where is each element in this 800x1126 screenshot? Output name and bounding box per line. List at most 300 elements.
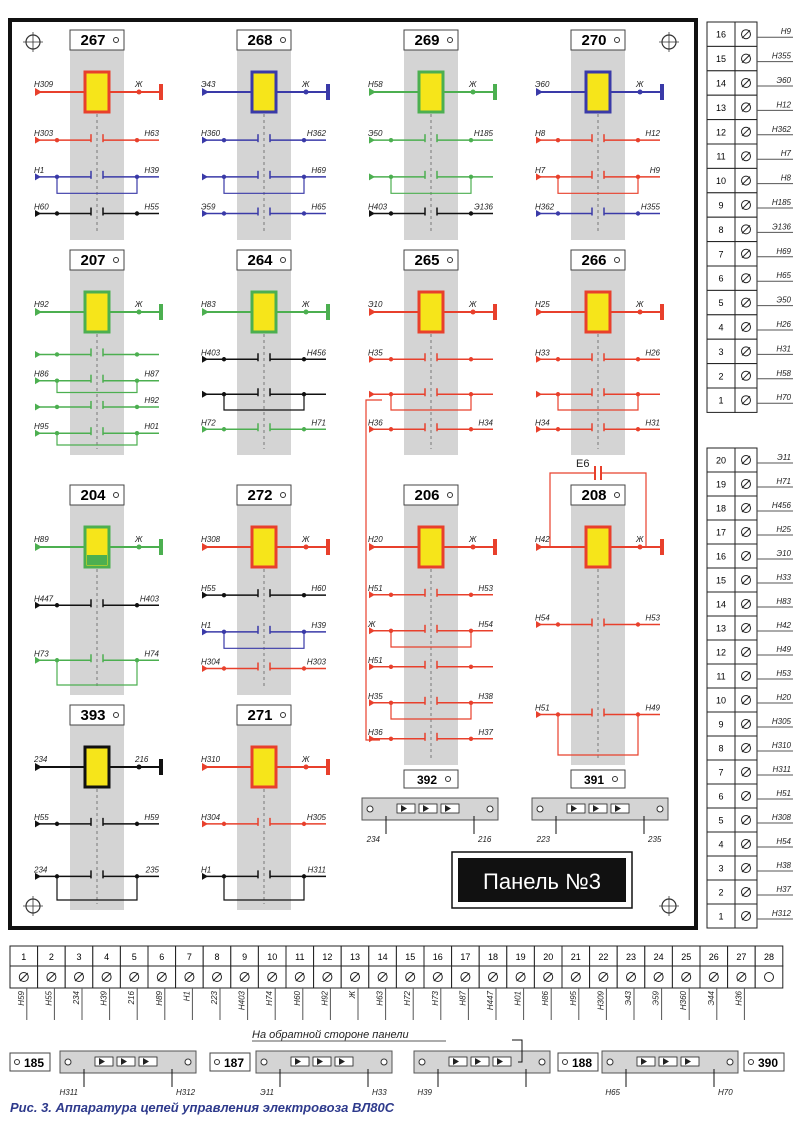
terminal-number: 1 (21, 952, 27, 962)
terminal-number: 5 (131, 952, 137, 962)
contact-right-label: Н9 (649, 165, 660, 175)
terminal-wire-label: Н456 (771, 501, 791, 510)
terminal-15 (707, 46, 793, 70)
junction-dot (556, 357, 560, 361)
terminal-wire-label: Н309 (596, 991, 606, 1011)
junction-dot (636, 211, 640, 215)
contact-right-label: Н65 (311, 202, 326, 212)
junction-dot (302, 357, 306, 361)
terminal-number: 12 (715, 127, 727, 138)
figure-caption: Рис. 3. Аппаратура цепей управления электровоза ВЛ80С (10, 1100, 395, 1115)
relay-coil (252, 292, 276, 332)
terminal-number: 10 (267, 952, 278, 962)
terminal-wire-label: Э59 (651, 991, 661, 1006)
terminal-bar-icon (326, 304, 330, 320)
terminal-13 (707, 95, 793, 119)
junction-dot (389, 211, 393, 215)
terminal-wire-label: Э43 (624, 991, 633, 1006)
diode-right-label: Н312 (176, 1088, 196, 1097)
terminal-1 (707, 388, 793, 412)
bottom-terminal-14 (369, 946, 397, 1020)
junction-dot (638, 90, 643, 95)
terminal-number: 17 (460, 952, 471, 962)
terminal-4 (707, 315, 793, 339)
bottom-terminal-5 (120, 946, 148, 1020)
terminal-wire-label: Н37 (776, 885, 791, 894)
contact-left-label: Н86 (34, 369, 49, 379)
bottom-terminal-18 (479, 946, 507, 1020)
coil-input-label: Н92 (34, 300, 49, 309)
relay-coil (586, 72, 610, 112)
diode-right-label: Н70 (718, 1088, 733, 1097)
junction-dot (137, 90, 142, 95)
panel-title-badge (452, 852, 632, 908)
terminal-number: 16 (715, 551, 727, 562)
contact-right-label: Н69 (311, 165, 326, 175)
terminal-bar-icon (159, 539, 163, 555)
relay-number: 206 (414, 487, 440, 504)
bottom-terminal-24 (645, 946, 673, 1020)
terminal-wire-label: Н59 (16, 991, 26, 1006)
terminal-wire-label: Н54 (776, 837, 791, 846)
terminal-wire-label: Э10 (776, 549, 791, 558)
contact-right-label: 235 (145, 865, 159, 875)
junction-dot (222, 427, 226, 431)
terminal-wire-label: Н70 (776, 393, 791, 403)
terminal-bar-icon (660, 84, 664, 100)
contact-left-label: Н36 (368, 727, 383, 737)
terminal-wire-label: Н310 (771, 741, 791, 750)
terminal-7 (707, 760, 793, 784)
terminal-number: 26 (708, 952, 719, 962)
terminal-wire-label: 234 (72, 991, 81, 1005)
terminal-number: 8 (214, 952, 220, 962)
terminal-number: 12 (715, 647, 727, 658)
junction-dot (222, 138, 226, 142)
terminal-number: 6 (718, 273, 724, 284)
junction-dot (55, 352, 59, 356)
bottom-terminal-1 (10, 946, 38, 1020)
junction-dot (55, 211, 59, 215)
junction-dot (389, 357, 393, 361)
capacitor-label: Е6 (576, 458, 590, 470)
terminal-wire-label: 223 (210, 991, 219, 1005)
terminal-strip-1 (707, 22, 793, 412)
coil-input-label: Н308 (201, 535, 221, 544)
terminal-17 (707, 520, 793, 544)
terminal-5 (707, 290, 793, 314)
contact-right-label: Н403 (139, 594, 159, 604)
junction-dot (302, 822, 306, 826)
bottom-terminal-6 (148, 946, 176, 1020)
relay-coil (85, 292, 109, 332)
terminal-number: 21 (570, 952, 581, 962)
terminal-bar-icon (159, 84, 163, 100)
terminal-number: 14 (377, 952, 388, 962)
terminal-number: 7 (186, 952, 192, 962)
terminal-14 (707, 71, 793, 95)
junction-dot (135, 405, 139, 409)
terminal-wire-label: Э50 (776, 295, 791, 305)
terminal-6 (707, 784, 793, 808)
relay-number: 207 (80, 252, 106, 269)
bottom-terminal-28 (755, 946, 783, 988)
contact-left-label: Н54 (535, 613, 550, 623)
coil-output-label: Ж (135, 300, 143, 309)
contact-left-label: Н35 (368, 348, 383, 358)
contact-left-label: Н304 (201, 657, 221, 667)
bottom-terminal-3 (65, 946, 93, 1020)
terminal-wire-label: Н1 (182, 991, 192, 1002)
terminal-strip-2 (707, 448, 793, 928)
contact-right-label: Э136 (474, 202, 493, 212)
junction-dot (556, 138, 560, 142)
terminal-3 (707, 856, 793, 880)
coil-output-label: Ж (469, 80, 477, 89)
contact-left-label: Н7 (535, 165, 546, 175)
contact-left-label: Н447 (34, 594, 54, 604)
terminal-number: 19 (515, 952, 526, 962)
bottom-terminal-2 (38, 946, 66, 1020)
junction-dot (469, 211, 473, 215)
junction-dot (469, 593, 473, 597)
back-number: 185 (23, 1056, 45, 1070)
contact-left-label: Н8 (535, 129, 546, 139)
terminal-number: 1 (718, 395, 724, 406)
contact-left-label: Н403 (368, 202, 388, 212)
coil-output-label: Ж (135, 80, 143, 89)
coil-output-label: Ж (302, 535, 310, 544)
terminal-number: 10 (715, 176, 727, 187)
contact-left-label: Н360 (201, 129, 221, 139)
contact-left-label: Э50 (368, 129, 383, 139)
terminal-wire-label: Н308 (771, 813, 791, 822)
terminal-number: 2 (718, 887, 724, 898)
terminal-10 (707, 168, 793, 192)
mount-hole-icon (727, 1059, 733, 1065)
relay-coil (586, 527, 610, 567)
terminal-wire-label: Н65 (776, 271, 791, 281)
bottom-terminal-9 (231, 946, 259, 1020)
terminal-number: 3 (76, 952, 82, 962)
junction-dot (469, 427, 473, 431)
coil-output-label: Ж (469, 535, 477, 544)
terminal-5 (707, 808, 793, 832)
junction-dot (55, 405, 59, 409)
terminal-number: 20 (715, 455, 727, 466)
junction-dot (471, 90, 476, 95)
junction-dot (469, 737, 473, 741)
diode-left-label: Н39 (417, 1088, 432, 1097)
terminal-4 (707, 832, 793, 856)
bottom-terminal-11 (286, 946, 314, 1020)
junction-dot (636, 357, 640, 361)
junction-dot (55, 603, 59, 607)
terminal-wire-label: Н9 (780, 27, 791, 37)
junction-dot (55, 138, 59, 142)
mount-hole-icon (185, 1059, 191, 1065)
terminal-number: 6 (159, 952, 165, 962)
terminal-8 (707, 736, 793, 760)
bottom-terminal-20 (534, 946, 562, 1020)
mount-hole-icon (487, 806, 493, 812)
bottom-terminal-25 (672, 946, 700, 1020)
contact-right-label: Н54 (478, 619, 493, 629)
contact-left-label: Н1 (201, 620, 212, 630)
back-side-note: На обратной стороне панели (252, 1029, 409, 1041)
junction-dot (638, 310, 643, 315)
junction-dot (304, 310, 309, 315)
junction-dot (469, 665, 473, 669)
contact-left-label: Н51 (368, 655, 383, 665)
contact-left-label: Н95 (34, 422, 49, 432)
junction-dot (636, 622, 640, 626)
terminal-13 (707, 616, 793, 640)
junction-dot (556, 427, 560, 431)
diode-right-label: 235 (648, 835, 662, 844)
terminal-number: 11 (716, 671, 726, 682)
terminal-number: 14 (715, 599, 727, 610)
terminal-number: 8 (718, 743, 724, 754)
terminal-wire-label: 216 (127, 991, 137, 1005)
contact-left-label: Ж (368, 619, 376, 629)
terminal-number: 23 (625, 952, 637, 962)
contact-right-label: Н12 (645, 129, 660, 139)
contact-left-label: Н362 (535, 202, 555, 212)
contact-left-label: Н35 (368, 691, 383, 701)
terminal-wire-label: Н89 (154, 991, 164, 1006)
terminal-wire-label: Э44 (706, 991, 716, 1006)
coil-output-label: 216 (135, 755, 149, 764)
terminal-bar-icon (493, 304, 497, 320)
diode-number: 391 (583, 773, 605, 787)
relay-coil (419, 72, 443, 112)
contact-left-label: Н403 (201, 348, 221, 358)
terminal-number: 6 (718, 791, 724, 802)
relay-coil (85, 72, 109, 112)
bottom-terminal-16 (424, 946, 452, 1020)
contact-right-label: Н53 (645, 613, 660, 623)
mount-hole-icon (537, 806, 543, 812)
terminal-12 (707, 640, 793, 664)
junction-dot (469, 138, 473, 142)
junction-dot (556, 622, 560, 626)
junction-dot (636, 427, 640, 431)
contact-left-label: Н60 (34, 202, 49, 212)
terminal-2 (707, 880, 793, 904)
junction-dot (638, 545, 643, 550)
bottom-terminal-21 (562, 946, 590, 1020)
junction-dot (636, 138, 640, 142)
relay-number: 204 (80, 487, 106, 504)
terminal-wire-label: Н69 (776, 246, 791, 256)
bottom-terminal-15 (396, 946, 424, 1020)
terminal-wire-label: Н12 (776, 100, 791, 110)
contact-left-label: Н36 (368, 418, 383, 428)
contact-left-label: Н73 (34, 649, 49, 659)
junction-dot (302, 593, 306, 597)
diode-left-label: Н311 (59, 1088, 78, 1097)
terminal-number: 13 (715, 102, 727, 113)
contact-right-label: Н303 (306, 657, 326, 667)
mount-hole-icon (381, 1059, 387, 1065)
coil-input-label: Н20 (368, 535, 383, 544)
terminal-wire-label: Н362 (771, 124, 791, 134)
coil-output-label: Ж (636, 535, 644, 544)
back-unit-390 (602, 1051, 784, 1097)
terminal-bar-icon (660, 304, 664, 320)
terminal-number: 27 (736, 952, 747, 962)
terminal-number: 3 (718, 863, 724, 874)
terminal-wire-label: Ж (348, 991, 357, 999)
relay-number: 271 (247, 707, 273, 724)
terminal-number: 9 (718, 719, 724, 730)
relay-number: 270 (581, 32, 607, 49)
contact-right-label: Н53 (478, 583, 493, 593)
terminal-number: 16 (432, 952, 443, 962)
relay-number: 266 (581, 252, 607, 269)
terminal-8 (707, 217, 793, 241)
terminal-number: 19 (715, 479, 727, 490)
coil-output-label: Ж (302, 755, 310, 764)
terminal-wire-label: Н33 (776, 573, 791, 582)
contact-left-label: Н51 (368, 583, 383, 593)
junction-dot (389, 737, 393, 741)
coil-input-label: Н25 (535, 300, 550, 309)
contact-left-label: Н72 (201, 418, 216, 428)
terminal-number: 13 (715, 623, 727, 634)
terminal-wire-label: Н185 (771, 198, 791, 207)
terminal-number: 5 (718, 815, 724, 826)
contact-right-label: Н355 (640, 202, 660, 212)
back-number: 187 (223, 1056, 245, 1070)
terminal-wire-label: Н49 (776, 645, 791, 654)
terminal-wire-label: Н95 (568, 991, 578, 1006)
terminal-7 (707, 242, 793, 266)
bottom-terminal-13 (341, 946, 369, 1020)
relay-coil (419, 527, 443, 567)
contact-right-label: Н31 (645, 418, 660, 428)
relay-number: 208 (581, 487, 607, 504)
bottom-terminal-19 (507, 946, 535, 1020)
contact-right-label: Н305 (306, 812, 326, 822)
bottom-terminal-27 (728, 946, 756, 1020)
coil-input-label: Э10 (368, 300, 383, 309)
junction-dot (302, 138, 306, 142)
terminal-wire-label: Э136 (772, 222, 791, 232)
relay-number: 265 (414, 252, 440, 269)
diode-block (414, 1051, 550, 1097)
relay-number: 264 (247, 252, 273, 269)
terminal-number: 11 (716, 151, 726, 162)
junction-dot (135, 211, 139, 215)
contact-right-label: Н49 (645, 703, 660, 713)
bottom-terminal-22 (590, 946, 618, 1020)
coil-output-label: Ж (469, 300, 477, 309)
terminal-9 (707, 712, 793, 736)
terminal-wire-label: Н26 (776, 320, 791, 329)
terminal-wire-label: Н312 (771, 909, 791, 918)
coil-input-label: Э43 (201, 80, 216, 89)
terminal-15 (707, 568, 793, 592)
coil-input-label: Н83 (201, 300, 216, 309)
terminal-wire-label: Н58 (776, 368, 791, 378)
terminal-16 (707, 22, 793, 46)
contact-right-label: Н185 (473, 129, 493, 139)
junction-dot (389, 665, 393, 669)
bottom-terminal-10 (258, 946, 286, 1020)
relay-coil (252, 747, 276, 787)
relay-coil (252, 527, 276, 567)
diode-left-label: Н65 (605, 1088, 620, 1097)
terminal-wire-label: Н01 (513, 991, 523, 1006)
terminal-wire-label: Н71 (776, 477, 791, 486)
terminal-number: 7 (718, 767, 724, 778)
terminal-number: 2 (48, 952, 54, 962)
terminal-wire-label: Н42 (776, 621, 791, 630)
diode-block (602, 1051, 738, 1097)
junction-dot (222, 357, 226, 361)
mount-hole-icon (539, 1059, 545, 1065)
contact-right-label: Н34 (478, 418, 493, 428)
junction-dot (222, 211, 226, 215)
terminal-10 (707, 688, 793, 712)
bottom-terminal-26 (700, 946, 728, 1020)
junction-dot (55, 822, 59, 826)
terminal-wire-label: Н7 (780, 149, 791, 159)
terminal-bar-icon (660, 539, 664, 555)
junction-dot (135, 352, 139, 356)
terminal-number: 18 (715, 503, 727, 514)
terminal-number: 10 (715, 695, 727, 706)
contact-left-label: Н1 (201, 865, 212, 875)
bottom-terminal-23 (617, 946, 645, 1020)
junction-dot (302, 666, 306, 670)
diode-left-label: 234 (366, 835, 380, 844)
junction-dot (137, 765, 142, 770)
terminal-wire-label: Н60 (292, 991, 302, 1006)
terminal-number: 8 (718, 224, 724, 235)
mount-hole-icon (65, 1059, 71, 1065)
coil-indicator (87, 555, 107, 565)
terminal-wire-label: Н25 (776, 525, 791, 534)
relay-number: 269 (414, 32, 440, 49)
junction-dot (471, 310, 476, 315)
contact-right-label: Н311 (307, 865, 326, 875)
junction-dot (137, 310, 142, 315)
coil-output-label: Ж (302, 80, 310, 89)
relay-coil (419, 292, 443, 332)
mount-hole-icon (367, 806, 373, 812)
terminal-number: 3 (718, 346, 724, 357)
contact-right-label: Н60 (311, 584, 326, 594)
contact-right-label: Н39 (144, 165, 159, 175)
terminal-wire-label: Н53 (776, 669, 791, 678)
coil-output-label: Ж (302, 300, 310, 309)
terminal-wire-label: Н87 (458, 991, 468, 1006)
bottom-terminal-12 (314, 946, 342, 1020)
contact-left-label: Н1 (34, 165, 45, 175)
diode-left-label: Э11 (260, 1088, 274, 1097)
terminal-number: 22 (598, 952, 609, 962)
relay-coil (586, 292, 610, 332)
coil-input-label: Н58 (368, 80, 383, 89)
terminal-number: 9 (718, 200, 724, 211)
terminal-wire-label: Н360 (679, 991, 689, 1011)
terminal-number: 1 (718, 911, 724, 922)
terminal-wire-label: Н38 (776, 861, 791, 870)
relay-number: 267 (80, 32, 106, 49)
